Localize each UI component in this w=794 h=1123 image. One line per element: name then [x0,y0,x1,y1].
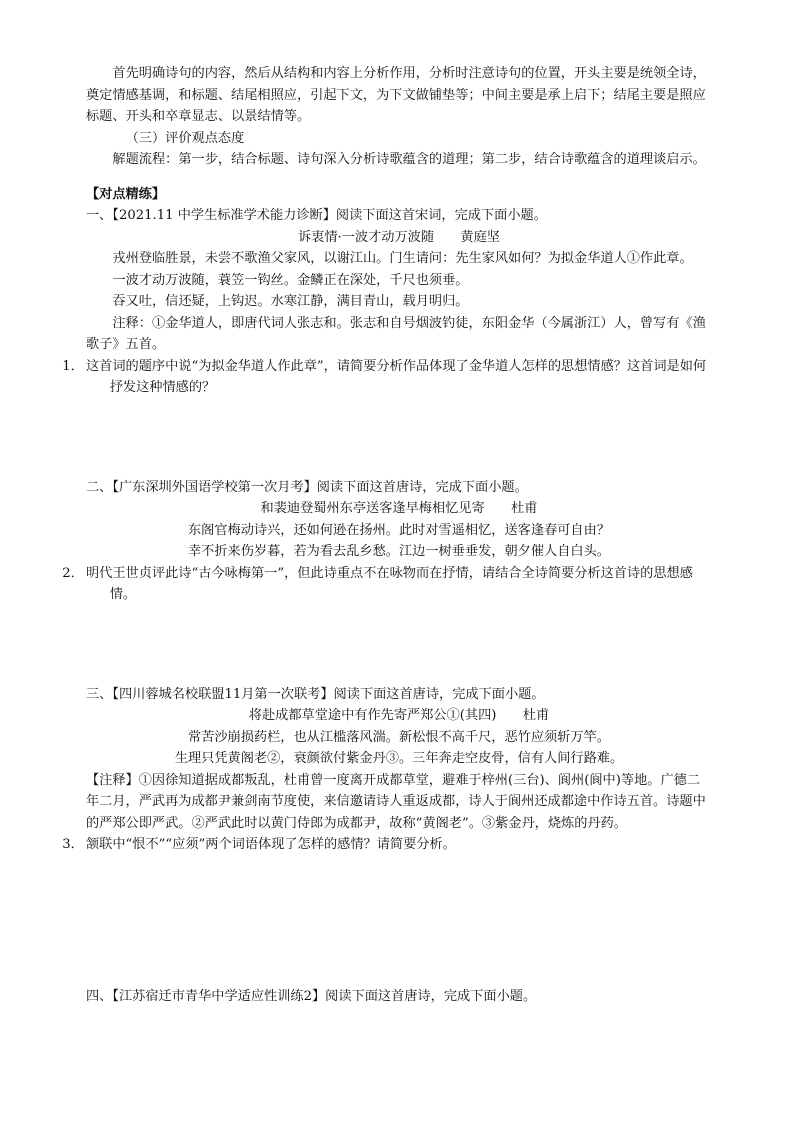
q1-preface: 戎州登临胜景，未尝不歌渔父家风，以谢江山。门生请问：先生家风如何？为拟金华道人①作此章。 [112,251,693,266]
q2-header: 二、【广东深圳外国语学校第一次月考】阅读下面这首唐诗，完成下面小题。 [86,479,528,495]
q2-poem-line-2: 幸不折来伤岁暮，若为看去乱乡愁。江边一树垂垂发，朝夕催人自白头。 [188,544,610,559]
q1-header: 一、【2021.11 中学生标准学术能力诊断】阅读下面这首宋词，完成下面小题。 [86,208,547,223]
q2-poem-title: 和裴迪登蜀州东亭送客逢早梅相忆见寄 杜甫 [260,501,538,516]
intro-paragraph-1: 首先明确诗句的内容，然后从结构和内容上分析作用，分析时注意诗句的位置，开头主要是统领全诗，奠定情感基调，和标题、结尾相照应，引起下文，为下文做铺垫等；中间主要是承上启下；结尾主要是照应标题、开头和卒章显志、以景结情等。 [86,66,706,124]
q1-question-text: 这首词的题序中说“为拟金华道人作此章”，请简要分析作品体现了金华道人怎样的思想情感？这首词是如何抒发这种情感的？ [86,358,707,395]
q1-poem-title: 诉衷情·一波才动万波随 黄庭坚 [297,229,500,245]
document-page [62,63,712,1007]
q2-poem-line-1: 东阁官梅动诗兴，还如何逊在扬州。此时对雪遥相忆，送客逢春可自由？ [188,522,610,538]
q2-question-text: 明代王世贞评此诗“古今咏梅第一”，但此诗重点不在咏物而在抒情，请结合全诗简要分析这首诗的思想感情。 [86,565,693,602]
q1-question: 1． 这首词的题序中说“为拟金华道人作此章”，请简要分析作品体现了金华道人怎样的思想情感？这首词是如何抒发这种情感的？ [62,358,707,395]
intro-paragraph-2: 解题流程：第一步，结合标题、诗句深入分析诗歌蕴含的道理；第二步，结合诗歌蕴含的道理谈启示。 [112,152,706,167]
q3-question-text: 颔联中“恨不”“应须”两个词语体现了怎样的感情？请简要分析。 [86,837,456,852]
section-title: 【对点精练】 [86,186,166,202]
q1-poem-line-2: 吞又吐，信还疑，上钩迟。水寒江静，满目青山，载月明归。 [112,294,469,309]
q3-question: 3． 颔联中“恨不”“应须”两个词语体现了怎样的感情？请简要分析。 [62,837,456,852]
q3-note: 【注释】①因徐知道据成都叛乱，杜甫曾一度离开成都草堂，避难于梓州(三台)、阆州(阆中)等地。广德二年二月，严武再为成都尹兼剑南节度使，来信邀请诗人重返成都，诗人于阆州还成都途中作诗五首。诗题中的严郑公即严武。②严武此时以黄门侍郎为成都尹，故称“黄阁老”。③紫金丹，烧炼的丹药。 [86,772,706,831]
q3-header: 三、【四川蓉城名校联盟11月第一次联考】阅读下面这首唐诗，完成下面小题。 [86,686,545,702]
q1-note: 注释：①金华道人，即唐代词人张志和。张志和自号烟波钓徒，东阳金华（今属浙江）人，曾写有《渔歌子》五首。 [86,315,706,352]
q1-poem-line-1: 一波才动万波随，蓑笠一钩丝。金鳞正在深处，千尺也须垂。 [112,272,469,288]
q3-poem-line-1: 常苦沙崩损药栏，也从江槛落风湍。新松恨不高千尺，恶竹应须斩万竿。 [188,729,610,745]
q3-poem-title: 将赴成都草堂途中有作先寄严郑公①(其四) 杜甫 [248,708,550,723]
q2-question: 2． 明代王世贞评此诗“古今咏梅第一”，但此诗重点不在咏物而在抒情，请结合全诗简要分析这首诗的思想感情。 [62,565,693,602]
subheading-evaluate: （三）评价观点态度 [125,130,245,146]
q3-poem-line-2: 生理只凭黄阁老②，衰颜欲付紫金丹③。三年奔走空皮骨，信有人间行路难。 [174,751,624,766]
q4-header: 四、【江苏宿迁市青华中学适应性训练2】阅读下面这首唐诗，完成下面小题。 [86,988,537,1004]
